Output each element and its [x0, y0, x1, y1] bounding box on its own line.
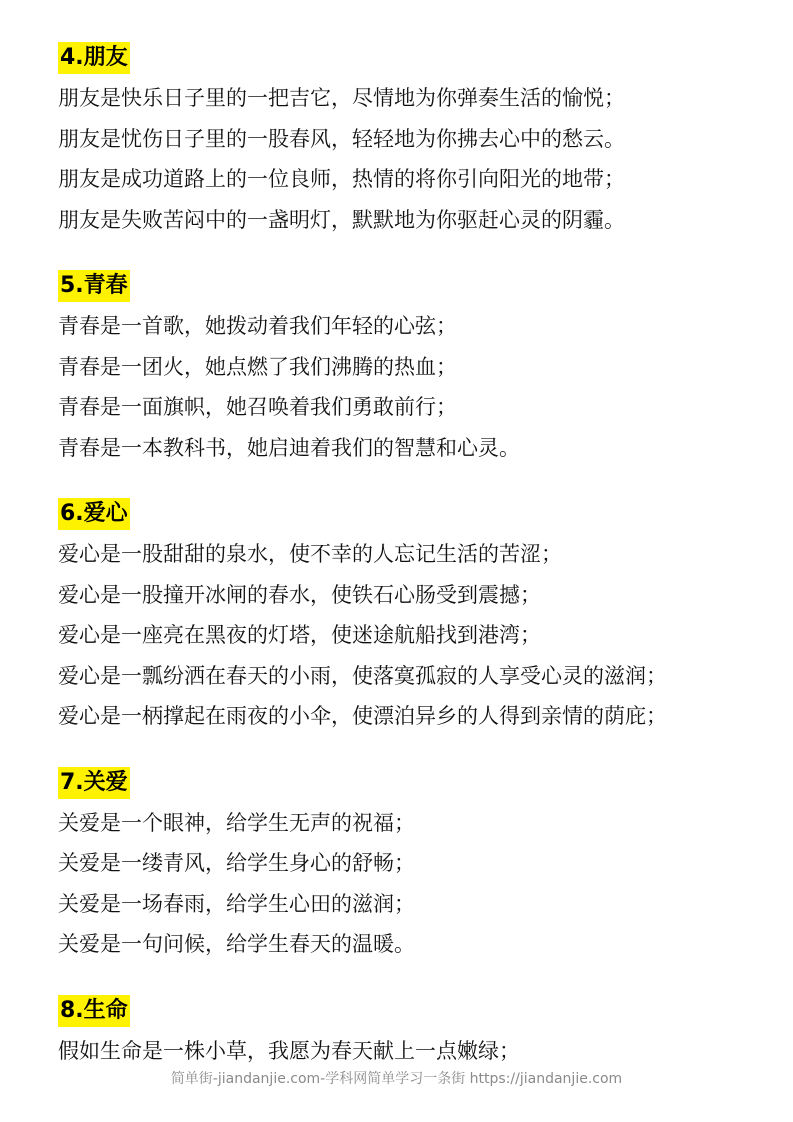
text-line: 朋友是成功道路上的一位良师，热情的将你引向阳光的地带；: [58, 167, 625, 191]
text-line: 爱心是一瓢纷洒在春天的小雨，使落寞孤寂的人享受心灵的滋润；: [58, 663, 667, 688]
text-line: 爱心是一座亮在黑夜的灯塔，使迷途航船找到港湾；: [58, 623, 541, 647]
section-heading: 5.青春: [58, 270, 130, 302]
section-love: [58, 498, 778, 737]
text-line: 关爱是一场春雨，给学生心田的滋润；: [58, 891, 415, 916]
text-line: 青春是一本教科书，她启迪着我们的智慧和心灵。: [58, 435, 520, 460]
text-line: 青春是一首歌，她拨动着我们年轻的心弦；: [58, 314, 457, 338]
section-heading: 7.关爱: [58, 767, 130, 799]
text-line: 青春是一面旗帜，她召唤着我们勇敢前行；: [58, 395, 457, 419]
text-line: 关爱是一个眼神，给学生无声的祝福；: [58, 810, 415, 835]
section-heading: 8.生命: [58, 995, 130, 1027]
text-line: 关爱是一缕青风，给学生身心的舒畅；: [58, 851, 415, 875]
text-line: 爱心是一股撞开冰闸的春水，使铁石心肠受到震撼；: [58, 582, 541, 607]
section-youth: [58, 270, 778, 468]
section-friend: [58, 42, 778, 240]
text-line: 爱心是一股甜甜的泉水，使不幸的人忘记生活的苦涩；: [58, 542, 562, 566]
text-line: 朋友是快乐日子里的一把吉它，尽情地为你弹奏生活的愉悦；: [58, 86, 625, 110]
document-body: [58, 42, 778, 1101]
text-line: 朋友是忧伤日子里的一股春风，轻轻地为你拂去心中的愁云。: [58, 126, 625, 151]
text-line: 关爱是一句问候，给学生春天的温暖。: [58, 932, 415, 956]
section-care: [58, 767, 778, 965]
text-line: 假如生命是一株小草，我愿为春天献上一点嫩绿；: [58, 1038, 520, 1063]
text-line: 爱心是一柄撑起在雨夜的小伞，使漂泊异乡的人得到亲情的荫庇；: [58, 704, 667, 728]
section-heading: 6.爱心: [58, 498, 130, 530]
section-life: [58, 995, 778, 1072]
section-heading: 4.朋友: [58, 42, 130, 74]
text-line: 青春是一团火，她点燃了我们沸腾的热血；: [58, 354, 457, 379]
footer-watermark: 简单街-jiandanjie.com-学科网简单学习一条街 https://jiandanjie.com: [170, 1071, 623, 1087]
text-line: 朋友是失败苦闷中的一盏明灯，默默地为你驱赶心灵的阴霾。: [58, 207, 625, 232]
